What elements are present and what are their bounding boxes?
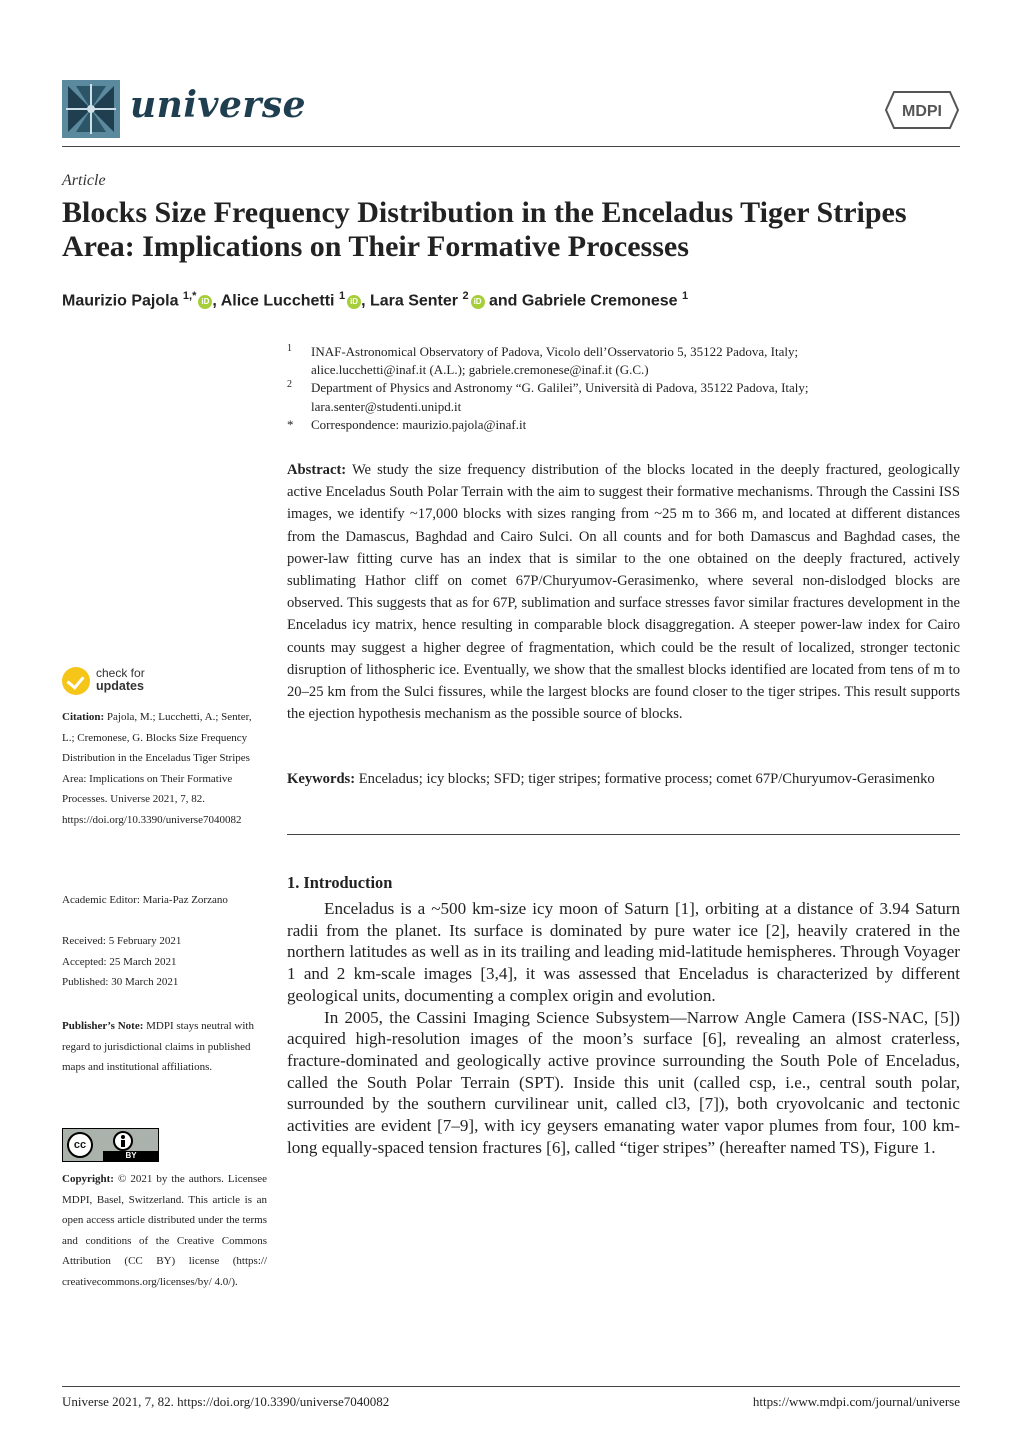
- footer-journal-link[interactable]: https://www.mdpi.com/journal/universe: [752, 1394, 960, 1409]
- footer-citation[interactable]: Universe 2021, 7, 82. https://doi.org/10.3390/universe7040082: [62, 1394, 390, 1409]
- journal-logo-icon: [62, 80, 120, 138]
- dates-block: [62, 931, 267, 993]
- journal-header: [62, 78, 960, 144]
- copyright-label: Copyright:: [62, 1173, 114, 1185]
- abstract-label: Abstract:: [287, 462, 347, 478]
- academic-editor: Academic Editor: Maria-Paz Zorzano: [62, 894, 228, 906]
- header-divider: [62, 146, 960, 147]
- copyright-block: [62, 1169, 267, 1292]
- received-date: Received: 5 February 2021: [62, 935, 182, 947]
- article-type: Article: [62, 172, 106, 189]
- keywords-label: Keywords:: [287, 771, 356, 787]
- abstract: [287, 459, 960, 725]
- publisher-note-text: MDPI stays neutral with regard to jurisdictional claims in published maps and institutional affiliations.: [62, 1020, 254, 1073]
- article-title: Blocks Size Frequency Distribution in the Enceladus Tiger Stripes Area: Implications on Their Formative Processes: [62, 196, 907, 263]
- check-updates-line: updates: [96, 679, 144, 693]
- cc-by-license-icon[interactable]: [62, 1128, 159, 1162]
- affiliation-2: [287, 379, 960, 415]
- affiliation-mark: *: [287, 416, 294, 432]
- orcid-icon[interactable]: iD: [198, 295, 212, 309]
- check-for-updates-button[interactable]: [96, 667, 145, 693]
- author-affiliation-mark: 1,*: [182, 290, 197, 302]
- affiliation-line: INAF-Astronomical Observatory of Padova, Vicolo dell’Osservatorio 5, 35122 Padova, Italy;: [311, 344, 799, 359]
- author-name[interactable]: Alice Lucchetti: [220, 292, 339, 310]
- paragraph: Enceladus is a ~500 km-size icy moon of Saturn [1], orbiting at a distance of 3.94 Saturn radii from the planet. Its surface is dominated by pure water ice [2], heavily cratered in the northern latitudes as well as in its trailing and leading mid-latitude hemispheres. Through Voyager 1 and 2 km-scale images [3,4], it was assessed that Enceladus is characterized by different geological units, documenting a complex origin and evolution.: [287, 899, 960, 1005]
- check-updates-line: check for: [96, 666, 145, 680]
- accepted-date: Accepted: 25 March 2021: [62, 955, 177, 968]
- person-icon: [113, 1131, 133, 1151]
- author-affiliation-mark: 1: [338, 290, 346, 302]
- author-list: [62, 290, 960, 310]
- citation-label: Citation:: [62, 711, 105, 723]
- affiliation-line: Department of Physics and Astronomy “G. Galilei”, Università di Padova, 35122 Padova, Italy;: [311, 380, 809, 396]
- svg-text:MDPI: MDPI: [902, 103, 942, 120]
- section-body: [287, 898, 960, 1158]
- orcid-icon[interactable]: iD: [471, 295, 485, 309]
- author-name[interactable]: Maurizio Pajola: [62, 292, 183, 310]
- journal-name[interactable]: universe: [130, 84, 306, 126]
- publisher-note: [62, 1016, 267, 1078]
- author-name[interactable]: Gabriele Cremonese: [521, 292, 682, 310]
- affiliation-mark: 1: [287, 343, 292, 354]
- author-name[interactable]: Lara Senter: [369, 292, 463, 310]
- author-separator: and: [484, 292, 522, 310]
- affiliation-emails[interactable]: alice.lucchetti@inaf.it (A.L.); gabriele.cremonese@inaf.it (G.C.): [311, 362, 649, 378]
- keywords-text: Enceladus; icy blocks; SFD; tiger stripes; formative process; comet 67P/Churyumov-Gerasimenko: [358, 771, 935, 787]
- keywords: [287, 769, 960, 791]
- section-heading: 1. Introduction: [287, 873, 393, 892]
- affiliation-1: [287, 343, 960, 379]
- orcid-icon[interactable]: iD: [347, 295, 361, 309]
- citation-text[interactable]: Pajola, M.; Lucchetti, A.; Senter, L.; Cremonese, G. Blocks Size Frequency Distribution in the Enceladus Tiger Stripes Area: Implications on Their Formative Processes. Universe 2021, 7, 82. https://doi.org/10.3390/universe7040082: [62, 711, 252, 826]
- published-date: Published: 30 March 2021: [62, 976, 179, 988]
- author-affiliation-mark: 2: [462, 290, 469, 302]
- section-divider: [287, 834, 960, 835]
- author-affiliation-mark: 1: [681, 290, 689, 302]
- by-label: BY: [103, 1151, 159, 1161]
- correspondence: [287, 416, 960, 434]
- check-for-updates-icon[interactable]: [62, 667, 90, 695]
- cc-icon: cc: [67, 1132, 93, 1158]
- copyright-text[interactable]: © 2021 by the authors. Licensee MDPI, Basel, Switzerland. This article is an open access article distributed under the terms and conditions of the Creative Commons Attribution (CC BY) license (https:// creativecommons.org/licenses/by/ 4.0/).: [62, 1173, 268, 1288]
- affiliation-emails[interactable]: lara.senter@studenti.unipd.it: [311, 398, 462, 414]
- abstract-text: We study the size frequency distribution of the blocks located in the deeply fractured, geologically active Enceladus South Polar Terrain with the aim to suggest their formative mechanisms. Through the Cassini ISS images, we identify ~17,000 blocks with sizes ranging from ~25 m to 366 m, and located at different distances from the Damascus, Baghdad and Cairo Sulci. On all counts and for both Damascus and Baghdad cases, the power-law fitting curve has an index that is similar to the one obtained on the deeply fractured, actively sublimating Hathor cliff on comet 67P/Churyumov-Gerasimenko, where several non-dislodged blocks are observed. This suggests that as for 67P, sublimation and surface stresses favor similar fractures development in the Enceladus icy matrix, hence resulting in comparable block disaggregation. A steeper power-law index for Cairo counts may suggest a higher degree of fragmentation, which could be the result of localized, stronger tectonic disruption of lithospheric ice. Eventually, we show that the smallest blocks identified are located from tens of m to 20–25 km from the Sulci fissures, while the largest blocks are found closer to the tiger stripes. This result supports the ejection hypothesis mechanism as the possible source of blocks.: [287, 462, 961, 723]
- author-separator: ,: [212, 292, 221, 310]
- mdpi-logo-icon[interactable]: [884, 90, 960, 130]
- correspondence-line[interactable]: Correspondence: maurizio.pajola@inaf.it: [311, 416, 527, 432]
- paragraph: In 2005, the Cassini Imaging Science Subsystem—Narrow Angle Camera (ISS-NAC, [5]) acquired high-resolution images of the moon’s surface [6], revealing an almost craterless, fracture-dominated and geologically active province surrounding the South Pole of Enceladus, called the South Polar Terrain (SPT). Inside this unit (called csp, i.e., central south polar, surrounded by the southern curvilinear unit, called cl3, [7]), both cryovolcanic and tectonic activities are evident [7–9], with icy geysers emanating water vapor plumes from four, 100 km-long equally-spaced tension fractures [6], called “tiger stripes” (hereafter named TS), Figure 1.: [287, 1007, 960, 1157]
- citation-block: [62, 707, 262, 830]
- affiliation-mark: 2: [287, 379, 292, 391]
- footer-divider: [62, 1386, 960, 1387]
- author-separator: ,: [361, 292, 370, 310]
- affiliations: [287, 343, 960, 434]
- publisher-note-label: Publisher’s Note:: [62, 1020, 144, 1032]
